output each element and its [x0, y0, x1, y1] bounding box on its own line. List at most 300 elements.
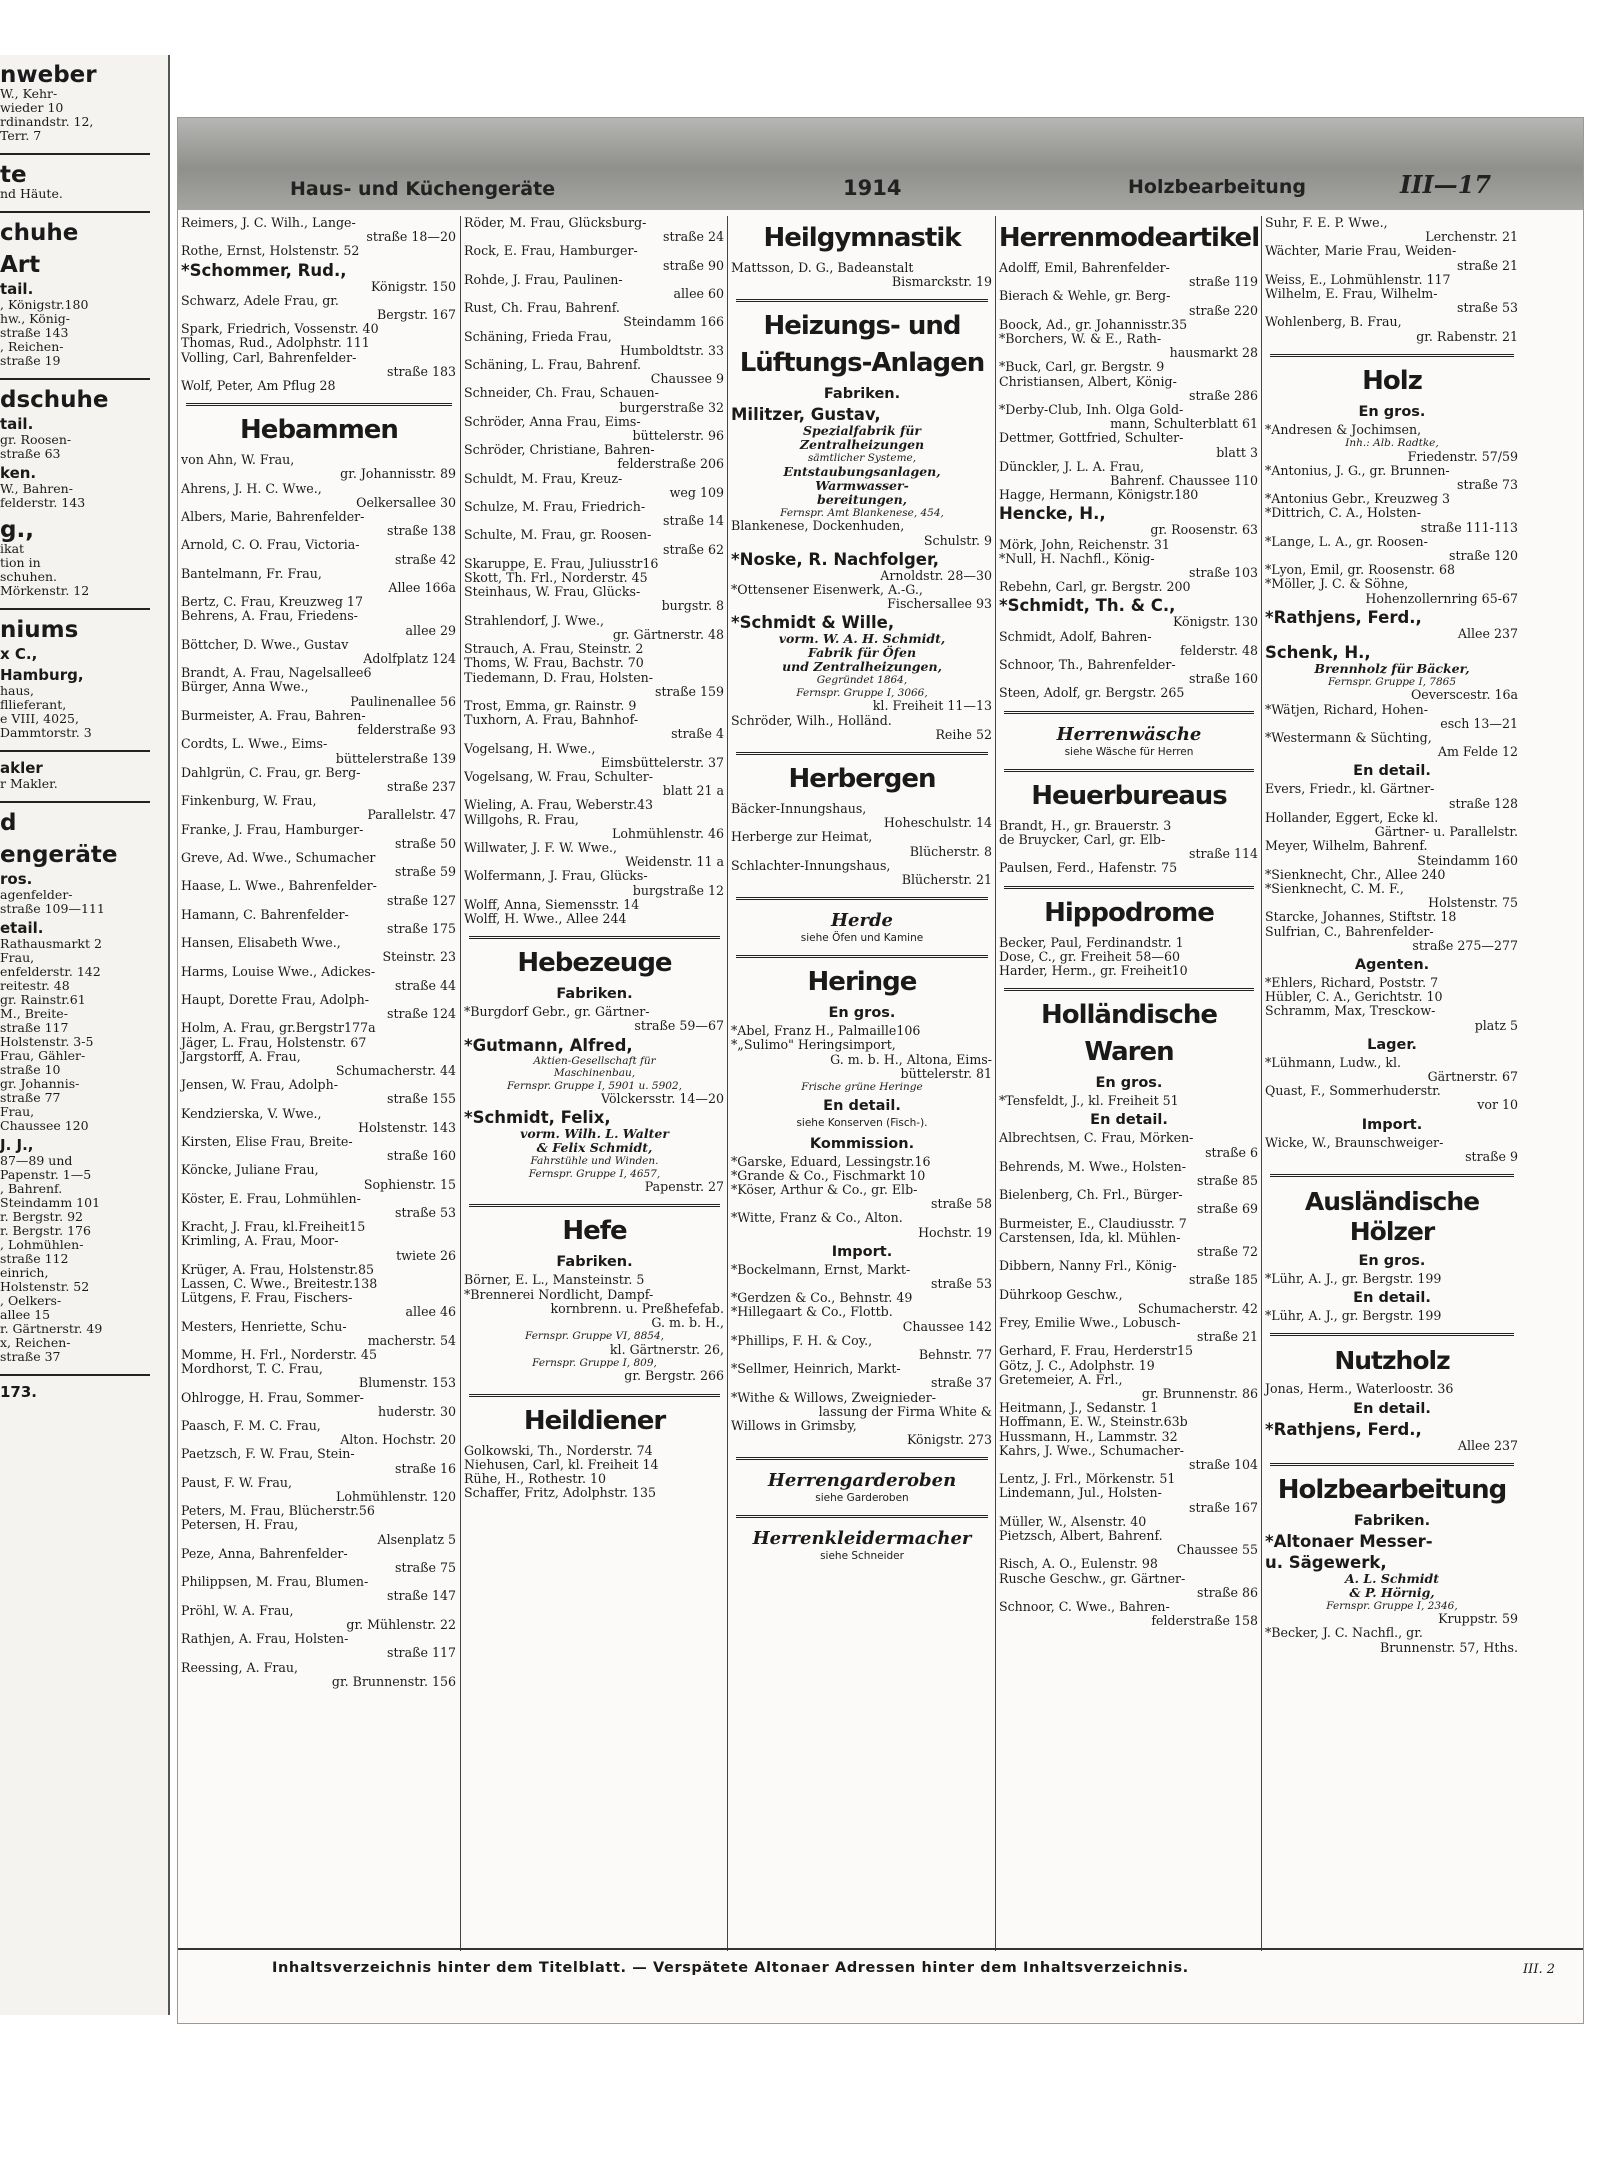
- entry-continuation: straße 75: [395, 1560, 456, 1576]
- bold-entry-name: u. Sägewerk,: [1265, 1552, 1387, 1572]
- entry-text: Paust, F. W. Frau,: [181, 1474, 292, 1490]
- entry-text: Wilhelm, E. Frau, Wilhelm-: [1265, 286, 1438, 302]
- entry-text: Schuldt, M. Frau, Kreuz-: [464, 470, 623, 486]
- entry-text: *Abel, Franz H., Palmaille106: [731, 1023, 921, 1039]
- directory-entry: [998, 538, 1258, 552]
- entry-note: Fernspr. Gruppe VI, 8854,: [525, 1330, 664, 1343]
- entry-continuation: felderstraße 206: [617, 456, 724, 472]
- entry-text: Strauch, A. Frau, Steinstr. 2: [464, 641, 644, 657]
- directory-entry: [463, 614, 724, 642]
- directory-entry: [1264, 216, 1518, 244]
- bottom-rule: [178, 1948, 1583, 1950]
- entry-continuation: Königstr. 130: [1172, 614, 1258, 630]
- directory-entry: [180, 666, 456, 680]
- entry-continuation: straße 155: [387, 1091, 456, 1107]
- entry-text: Schmidt, Adolf, Bahren-: [999, 628, 1152, 644]
- directory-entry: [1264, 811, 1518, 839]
- entry-text: Schwarz, Adele Frau, gr.: [181, 292, 339, 308]
- directory-entry: [730, 802, 992, 830]
- prev-heading: dschuhe: [0, 387, 109, 413]
- entry-text: Rust, Ch. Frau, Bahrenf.: [464, 300, 620, 316]
- entry-continuation: straße 16: [395, 1460, 456, 1476]
- directory-entry: [730, 583, 992, 611]
- entry-text: Mesters, Henriette, Schu-: [181, 1318, 347, 1334]
- entry-text: Bäcker-Innungshaus,: [731, 801, 867, 817]
- entry-text: Rock, E. Frau, Hamburger-: [464, 243, 638, 259]
- entry-continuation: Chaussee 9: [650, 371, 724, 387]
- previous-page-fragment: [0, 55, 170, 2015]
- footer-page-ref: III. 2: [1523, 1962, 1555, 1977]
- entry-continuation: straße 127: [387, 892, 456, 908]
- entry-text: Dettmer, Gottfried, Schulter-: [999, 430, 1184, 446]
- subsection-label: Import.: [1361, 1116, 1423, 1133]
- entry-continuation: G. m. b. H., Altona, Eims-: [830, 1051, 992, 1067]
- prev-line: ikat: [0, 541, 25, 556]
- entry-text: *Borchers, W. & E., Rath-: [999, 331, 1162, 347]
- subsection-label: Fabriken.: [556, 986, 633, 1003]
- entry-text: Wolf, Peter, Am Pflug 28: [181, 378, 336, 394]
- directory-entry: [1264, 423, 1518, 437]
- subsection-label: En detail.: [1090, 1112, 1168, 1129]
- entry-continuation: büttelerstr. 96: [632, 428, 724, 444]
- directory-entry: [998, 1515, 1258, 1529]
- entry-text: *Sellmer, Heinrich, Markt-: [731, 1361, 901, 1377]
- see-also-reference: siehe Wäsche für Herren: [1064, 745, 1194, 758]
- entry-continuation: Am Felde 12: [1437, 744, 1518, 760]
- directory-entry: [1264, 976, 1518, 990]
- directory-entry: [463, 798, 724, 812]
- directory-entry: [998, 289, 1258, 317]
- entry-continuation: platz 5: [1474, 1017, 1518, 1033]
- entry-note: Maschinenbau,: [553, 1067, 636, 1080]
- prev-line: Frau,: [0, 1104, 35, 1119]
- entry-text: de Bruycker, Carl, gr. Elb-: [999, 831, 1166, 847]
- entry-text: Röder, M. Frau, Glücksburg-: [464, 216, 647, 230]
- entry-text: Rühe, H., Rothestr. 10: [464, 1471, 607, 1487]
- entry-text: Carstensen, Ida, kl. Mühlen-: [999, 1229, 1181, 1245]
- reference-heading: Herrenkleidermacher: [752, 1528, 972, 1550]
- entry-continuation: Blumenstr. 153: [358, 1375, 456, 1391]
- directory-entry: [180, 1263, 456, 1277]
- entry-continuation: Bergstr. 167: [377, 307, 456, 323]
- directory-entry: [998, 403, 1258, 431]
- directory-entry: [180, 538, 456, 566]
- section-heading: Ausländische Hölzer: [1304, 1186, 1480, 1246]
- directory-entry: [730, 569, 992, 583]
- entry-text: Böttcher, D. Wwe., Gustav: [181, 636, 349, 652]
- entry-text: Müller, W., Alsenstr. 40: [999, 1513, 1147, 1529]
- entry-text: *Buck, Carl, gr. Bergstr. 9: [999, 359, 1165, 375]
- prev-line: gr. Rainstr.61: [0, 992, 86, 1007]
- entry-text: Gerhard, F. Frau, Herderstr15: [999, 1343, 1193, 1359]
- entry-text: Steen, Adolf, gr. Bergstr. 265: [999, 685, 1185, 701]
- entry-text: Hagge, Hermann, Königstr.180: [999, 487, 1199, 503]
- directory-entry: [463, 1180, 724, 1194]
- reference-heading: Herde: [831, 910, 893, 932]
- entry-continuation: Holstenstr. 143: [358, 1119, 456, 1135]
- entry-continuation: straße 147: [387, 1588, 456, 1604]
- entry-continuation: straße 6: [1205, 1144, 1258, 1160]
- entry-text: Schäning, Frieda Frau,: [464, 328, 612, 344]
- directory-entry: [463, 1458, 724, 1472]
- entry-continuation: kl. Gärtnerstr. 26,: [609, 1341, 724, 1357]
- directory-entry: [998, 1217, 1258, 1231]
- directory-entry: [180, 823, 456, 851]
- entry-text: *Köser, Arthur & Co., gr. Elb-: [731, 1181, 918, 1197]
- subsection-label: Agenten.: [1354, 956, 1430, 973]
- bold-entry-name: *Schmidt, Felix,: [464, 1108, 611, 1128]
- directory-entry: [1264, 1084, 1518, 1112]
- entry-continuation: Allee 237: [1457, 1437, 1518, 1453]
- directory-entry: [463, 713, 724, 741]
- entry-text: Boock, Ad., gr. Johannisstr.35: [999, 316, 1188, 332]
- entry-note: Fernspr. Gruppe I, 7865: [1327, 675, 1457, 688]
- directory-entry: [998, 460, 1258, 488]
- entry-text: Philippsen, M. Frau, Blumen-: [181, 1574, 369, 1590]
- directory-entry: [998, 1444, 1258, 1472]
- entry-text: Albrechtsen, C. Frau, Mörken-: [999, 1130, 1194, 1146]
- directory-entry: [1264, 563, 1518, 577]
- directory-entry: [180, 1050, 456, 1078]
- entry-note: Fernspr. Gruppe I, 5901 u. 5902,: [507, 1079, 682, 1092]
- prev-line: gr. Roosen-: [0, 432, 72, 447]
- entry-note: Fernspr. Gruppe I, 2346,: [1326, 1599, 1458, 1612]
- entry-continuation: straße 14: [663, 513, 724, 529]
- entry-text: Wächter, Marie Frau, Weiden-: [1265, 243, 1457, 259]
- bold-entry-name: *Altonaer Messer-: [1265, 1531, 1433, 1551]
- entry-continuation: straße 120: [1449, 547, 1518, 563]
- entry-text: Holm, A. Frau, gr.Bergstr177a: [181, 1020, 376, 1036]
- section-heading: Herbergen: [788, 764, 936, 795]
- see-also-reference: siehe Öfen und Kamine: [800, 932, 924, 945]
- entry-continuation: straße 167: [1189, 1499, 1258, 1515]
- directory-entry: [1264, 244, 1518, 272]
- directory-entry: [1264, 1272, 1518, 1286]
- entry-continuation: straße 69: [1197, 1201, 1258, 1217]
- directory-entry: [730, 1334, 992, 1362]
- directory-entry: [730, 1211, 992, 1239]
- bold-entry-name: *Rathjens, Ferd.,: [1265, 607, 1422, 627]
- entry-continuation: straße 104: [1189, 1456, 1258, 1472]
- entry-continuation: blatt 21 a: [662, 783, 724, 799]
- prev-line: x, Reichen-: [0, 1335, 71, 1350]
- prev-line: tion in: [0, 555, 41, 570]
- section-rule: [469, 936, 720, 939]
- entry-continuation: straße 237: [387, 778, 456, 794]
- directory-entry: [998, 431, 1258, 459]
- subsection-label: En detail.: [1353, 1400, 1431, 1417]
- prev-line: Frau, Gähler-: [0, 1048, 86, 1063]
- section-heading: Hippodrome: [1044, 897, 1214, 928]
- prev-line: ken.: [0, 464, 37, 482]
- entry-continuation: Parallelstr. 47: [367, 807, 456, 823]
- entry-text: Rusche Geschw., gr. Gärtner-: [999, 1570, 1186, 1586]
- entry-continuation: Kruppstr. 59: [1438, 1611, 1518, 1627]
- entry-text: *Sienknecht, C. M. F.,: [1265, 880, 1404, 896]
- entry-continuation: esch 13—21: [1440, 715, 1518, 731]
- directory-entry: [1264, 882, 1518, 910]
- directory-entry: [180, 1632, 456, 1660]
- section-heading: Hefe: [562, 1216, 627, 1247]
- entry-continuation: straße 160: [1189, 671, 1258, 687]
- directory-entry: [730, 1291, 992, 1305]
- entry-tagline: Brennholz für Bäcker,: [1314, 660, 1470, 676]
- entry-text: Brandt, H., gr. Brauerstr. 3: [999, 817, 1172, 833]
- entry-continuation: Fischersallee 93: [887, 596, 992, 612]
- entry-text: Lütgens, F. Frau, Fischers-: [181, 1290, 353, 1306]
- section-rule: [1004, 711, 1254, 714]
- entry-text: Jensen, W. Frau, Adolph-: [181, 1077, 338, 1093]
- entry-text: Willwater, J. F. W. Wwe.,: [464, 839, 618, 855]
- directory-entry: [998, 1486, 1258, 1514]
- entry-continuation: burgstraße 12: [632, 882, 724, 898]
- prev-rule: [0, 211, 150, 213]
- entry-text: *Garske, Eduard, Lessingstr.16: [731, 1153, 931, 1169]
- entry-continuation: felderstraße 158: [1151, 1613, 1258, 1629]
- prev-line: 87—89 und: [0, 1153, 73, 1168]
- column-3: [727, 216, 996, 1951]
- directory-entry: [998, 1131, 1258, 1159]
- prev-line: W., Kehr-: [0, 86, 58, 101]
- prev-line: straße 112: [0, 1251, 69, 1266]
- directory-entry: [1264, 492, 1518, 506]
- entry-text: Ohlrogge, H. Frau, Sommer-: [181, 1389, 364, 1405]
- entry-text: Starcke, Johannes, Stiftstr. 18: [1265, 909, 1457, 925]
- section-rule: [1270, 354, 1514, 357]
- see-also-reference: siehe Garderoben: [815, 1492, 909, 1505]
- entry-text: Reimers, J. C. Wilh., Lange-: [181, 216, 356, 230]
- prev-line: Frau,: [0, 950, 35, 965]
- prev-line: nd Häute.: [0, 186, 63, 201]
- prev-heading: d: [0, 810, 17, 836]
- directory-entry: [998, 1529, 1258, 1557]
- entry-text: Schnoor, C. Wwe., Bahren-: [999, 1599, 1170, 1615]
- entry-text: Wohlenberg, B. Frau,: [1265, 314, 1402, 330]
- prev-line: r. Bergstr. 176: [0, 1223, 91, 1238]
- entry-text: *Witte, Franz & Co., Alton.: [731, 1210, 903, 1226]
- entry-continuation: Alton. Hochstr. 20: [340, 1432, 456, 1448]
- entry-text: Paasch, F. M. C. Frau,: [181, 1418, 321, 1434]
- directory-entry: [180, 1476, 456, 1504]
- prev-heading: engeräte: [0, 842, 118, 868]
- entry-continuation: straße 24: [663, 229, 724, 245]
- entry-text: Schröder, Christiane, Bahren-: [464, 442, 655, 458]
- section-rule: [736, 299, 988, 302]
- see-also-reference: siehe Schneider: [820, 1550, 904, 1563]
- entry-text: Peters, M. Frau, Blücherstr.56: [181, 1503, 375, 1519]
- entry-text: Dünckler, J. L. A. Frau,: [999, 458, 1145, 474]
- entry-text: *Westermann & Süchting,: [1265, 730, 1432, 746]
- entry-continuation: blatt 3: [1216, 444, 1258, 460]
- entry-continuation: Hoheschulstr. 14: [883, 815, 992, 831]
- section-rule: [469, 1204, 720, 1207]
- entry-text: Heitmann, J., Sedanstr. 1: [999, 1400, 1159, 1416]
- entry-text: Quast, F., Sommerhuderstr.: [1265, 1083, 1441, 1099]
- prev-line: Papenstr. 1—5: [0, 1167, 92, 1182]
- entry-continuation: Bahrenf. Chaussee 110: [1110, 473, 1258, 489]
- subsection-label: En gros.: [1095, 1075, 1163, 1092]
- entry-text: Vogelsang, H. Wwe.,: [464, 740, 596, 756]
- bold-entry-name: *Schmidt & Wille,: [731, 613, 895, 633]
- subsection-label: En detail.: [823, 1097, 901, 1114]
- directory-entry: [730, 519, 992, 547]
- entry-continuation: straße 275—277: [1412, 937, 1518, 953]
- entry-text: Reessing, A. Frau,: [181, 1659, 299, 1675]
- entry-text: *Bockelmann, Ernst, Markt-: [731, 1261, 911, 1277]
- entry-text: Behrens, A. Frau, Friedens-: [181, 608, 358, 624]
- entry-text: Momme, H. Frl., Norderstr. 45: [181, 1347, 377, 1363]
- entry-text: Köncke, Juliane Frau,: [181, 1162, 319, 1178]
- entry-tagline: A. L. Schmidt: [1344, 1570, 1440, 1586]
- entry-tagline: Entstaubungsanlagen,: [783, 463, 941, 479]
- entry-text: Skaruppe, E. Frau, Juliusstr16: [464, 555, 659, 571]
- directory-entry: [180, 709, 456, 737]
- entry-text: Steinhaus, W. Frau, Glücks-: [464, 584, 641, 600]
- directory-entry: [180, 567, 456, 595]
- entry-continuation: Papenstr. 27: [644, 1179, 724, 1195]
- directory-entry: [180, 1021, 456, 1035]
- prev-line: r. Bergstr. 92: [0, 1209, 84, 1224]
- prev-line: Terr. 7: [0, 128, 42, 143]
- directory-entry: [1264, 910, 1518, 924]
- entry-text: von Ahn, W. Frau,: [181, 452, 295, 468]
- entry-text: Rebehn, Carl, gr. Bergstr. 200: [999, 579, 1191, 595]
- entry-text: Schröder, Wilh., Holländ.: [731, 712, 892, 728]
- section-heading: Holz: [1362, 365, 1422, 396]
- entry-continuation: Lohmühlenstr. 120: [335, 1489, 456, 1505]
- entry-text: Schulze, M. Frau, Friedrich-: [464, 499, 646, 515]
- directory-entry: [998, 1160, 1258, 1188]
- directory-entry: [1264, 1612, 1518, 1626]
- entry-continuation: straße 128: [1449, 795, 1518, 811]
- directory-entry: [180, 1192, 456, 1220]
- bold-entry-name: *Schommer, Rud.,: [181, 260, 347, 280]
- directory-entry: [180, 351, 456, 379]
- directory-entry: [463, 869, 724, 897]
- directory-entry: [730, 1155, 992, 1169]
- entry-continuation: straße 286: [1189, 387, 1258, 403]
- entry-text: *Burgdorf Gebr., gr. Gärtner-: [464, 1004, 650, 1020]
- section-rule: [736, 897, 988, 900]
- directory-entry: [180, 510, 456, 538]
- directory-entry: [1264, 688, 1518, 702]
- entry-continuation: felderstr. 48: [1180, 642, 1258, 658]
- entry-text: Risch, A. O., Eulenstr. 98: [999, 1556, 1158, 1572]
- entry-continuation: Bismarckstr. 19: [891, 274, 992, 290]
- prev-line: ros.: [0, 870, 33, 888]
- directory-entry: [730, 1362, 992, 1390]
- entry-text: Burmeister, E., Claudiusstr. 7: [999, 1215, 1187, 1231]
- directory-entry: [730, 1305, 992, 1333]
- directory-entry: [1264, 990, 1518, 1004]
- entry-text: *Lühr, A. J., gr. Bergstr. 199: [1265, 1308, 1442, 1324]
- directory-entry: [463, 244, 724, 272]
- section-heading: Lüftungs-Anlagen: [739, 348, 985, 379]
- directory-entry: [998, 360, 1258, 374]
- entry-continuation: Königstr. 150: [370, 278, 456, 294]
- directory-entry: [463, 358, 724, 386]
- prev-heading: niums: [0, 617, 79, 643]
- entry-tagline: vorm. W. A. H. Schmidt,: [778, 631, 946, 647]
- directory-entry: [463, 1316, 724, 1330]
- section-heading: Heilgymnastik: [763, 223, 961, 253]
- directory-entry: [180, 1661, 456, 1689]
- directory-entry: [180, 1277, 456, 1291]
- subsection-label: Fabriken.: [823, 386, 901, 403]
- entry-continuation: Gärtner- u. Parallelstr.: [1374, 824, 1518, 840]
- entry-text: Kirsten, Elise Frau, Breite-: [181, 1133, 353, 1149]
- directory-entry: [1264, 450, 1518, 464]
- subsection-label: Import.: [831, 1243, 893, 1260]
- entry-text: Rothe, Ernst, Holstenstr. 52: [181, 243, 360, 259]
- directory-entry: [180, 1362, 456, 1390]
- entry-continuation: straße 185: [1189, 1272, 1258, 1288]
- directory-entry: [998, 1094, 1258, 1108]
- prev-line: r. Gärtnerstr. 49: [0, 1321, 103, 1336]
- entry-text: Götz, J. C., Adolphstr. 19: [999, 1357, 1155, 1373]
- prev-line: tail.: [0, 280, 34, 298]
- prev-line: straße 63: [0, 446, 61, 461]
- entry-text: Schnoor, Th., Bahrenfelder-: [999, 657, 1176, 673]
- entry-continuation: straße 159: [655, 683, 724, 699]
- entry-continuation: gr. Rabenstr. 21: [1416, 328, 1518, 344]
- entry-continuation: straße 21: [1197, 1329, 1258, 1345]
- section-rule: [1004, 886, 1254, 889]
- bold-entry-name: Militzer, Gustav,: [731, 405, 881, 425]
- section-heading: Heizungs- und: [763, 311, 961, 342]
- prev-line: W., Bahren-: [0, 481, 73, 496]
- section-heading: Nutzholz: [1334, 1346, 1450, 1376]
- directory-entry: [180, 216, 456, 244]
- directory-entry: [1264, 627, 1518, 641]
- prev-rule: [0, 1374, 150, 1376]
- prev-line: r Makler.: [0, 776, 58, 791]
- bold-entry-name: *Noske, R. Nachfolger,: [731, 549, 939, 569]
- directory-entry: [998, 332, 1258, 360]
- directory-entry: [463, 813, 724, 841]
- directory-entry: [1264, 1626, 1518, 1654]
- entry-text: Spark, Friedrich, Vossenstr. 40: [181, 321, 379, 337]
- entry-text: Herberge zur Heimat,: [731, 829, 873, 845]
- directory-entry: [463, 273, 724, 301]
- prev-line: , Lohmühlen-: [0, 1237, 84, 1252]
- entry-continuation: Blücherstr. 8: [909, 843, 992, 859]
- directory-entry: [463, 472, 724, 500]
- entry-continuation: straße 117: [387, 1645, 456, 1661]
- directory-entry: [463, 898, 724, 912]
- directory-entry: [463, 585, 724, 613]
- directory-entry: [180, 1604, 456, 1632]
- entry-continuation: allee 60: [673, 286, 724, 302]
- page-footer: [178, 1956, 1583, 1984]
- entry-continuation: Schumacherstr. 44: [335, 1062, 456, 1078]
- directory-entry: [180, 993, 456, 1021]
- directory-entry: [998, 1373, 1258, 1401]
- directory-entry: [730, 714, 992, 742]
- directory-entry: [463, 699, 724, 713]
- entry-continuation: burgerstraße 32: [619, 399, 724, 415]
- section-heading: Herrenmodeartikel: [998, 223, 1260, 253]
- directory-entry: [180, 965, 456, 993]
- subsection-label: En detail.: [1353, 763, 1431, 780]
- prev-heading: nweber: [0, 62, 97, 88]
- directory-entry: [998, 523, 1258, 537]
- directory-entry: [1264, 315, 1518, 343]
- entry-note: Fernspr. Gruppe I, 4657,: [528, 1167, 661, 1180]
- directory-entry: [998, 1430, 1258, 1444]
- entry-text: *Dittrich, C. A., Holsten-: [1265, 505, 1421, 521]
- entry-continuation: Schumacherstr. 42: [1137, 1300, 1258, 1316]
